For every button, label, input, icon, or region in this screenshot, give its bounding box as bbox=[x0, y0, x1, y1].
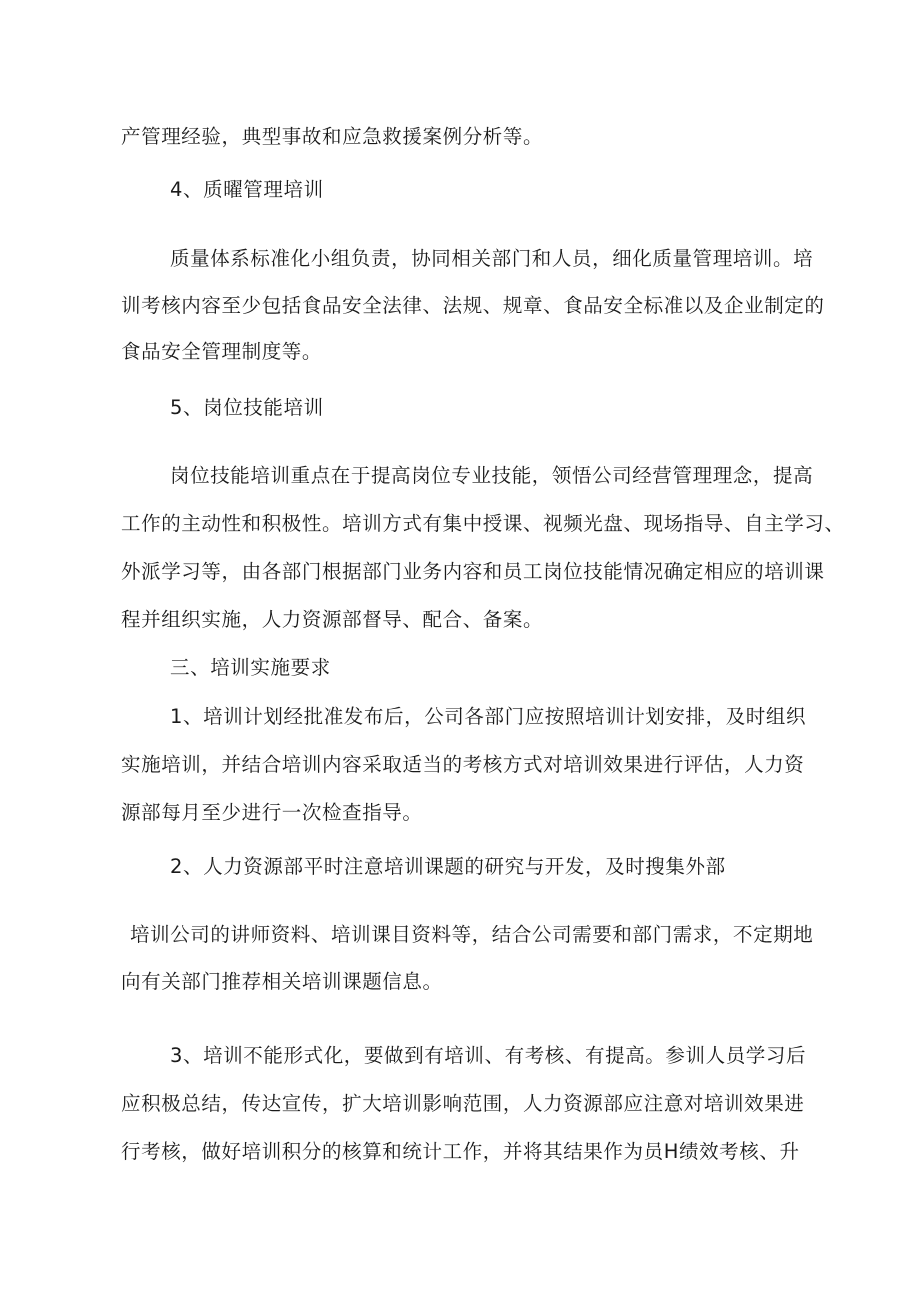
paragraph-line: 3、培训不能形式化，要做到有培训、有考核、有提高。参训人员学习后 bbox=[170, 1044, 807, 1067]
paragraph-line: 2、人力资源部平时注意培训课题的研究与开发，及时搜集外部 bbox=[170, 855, 726, 878]
paragraph-line: 程并组织实施，人力资源部督导、配合、备案。 bbox=[121, 608, 544, 631]
paragraph-line: 行考核，做好培训积分的核算和统计工作，并将其结果作为员H绩效考核、升 bbox=[121, 1140, 800, 1163]
paragraph-line: 源部每月至少进行一次检查指导。 bbox=[121, 801, 423, 824]
paragraph-line: 向有关部门推荐相关培训课题信息。 bbox=[121, 970, 443, 993]
paragraph-line: 工作的主动性和积极性。培训方式有集中授课、视频光盘、现场指导、自主学习、 bbox=[121, 512, 845, 535]
section-heading: 5、岗位技能培训 bbox=[170, 396, 324, 419]
paragraph-line: 1、培训计划经批准发布后，公司各部门应按照培训计划安排，及时组织 bbox=[170, 705, 807, 728]
paragraph-line: 训考核内容至少包括食品安全法律、法规、规章、食品安全标准以及企业制定的 bbox=[121, 294, 825, 317]
paragraph-line: 培训公司的讲师资料、培训课目资料等，结合公司需要和部门需求，不定期地 bbox=[130, 923, 814, 946]
paragraph-line: 食品安全管理制度等。 bbox=[121, 340, 323, 363]
paragraph-line: 质量体系标准化小组负责，协同相关部门和人员，细化质量管理培训。培 bbox=[170, 247, 814, 270]
paragraph-line: 实施培训，并结合培训内容采取适当的考核方式对培训效果进行评估，人力资 bbox=[121, 753, 805, 776]
paragraph-line: 产管理经验，典型事故和应急救援案例分析等。 bbox=[121, 125, 544, 148]
section-heading: 三、培训实施要求 bbox=[170, 656, 331, 679]
paragraph-line: 岗位技能培训重点在于提高岗位专业技能，领悟公司经营管理理念，提高 bbox=[170, 464, 814, 487]
section-heading: 4、质曜管理培训 bbox=[170, 178, 324, 201]
paragraph-line: 外派学习等，由各部门根据部门业务内容和员工岗位技能情况确定相应的培训课 bbox=[121, 560, 825, 583]
paragraph-line: 应积极总结，传达宣传，扩大培训影响范围，人力资源部应注意对培训效果进 bbox=[121, 1092, 805, 1115]
